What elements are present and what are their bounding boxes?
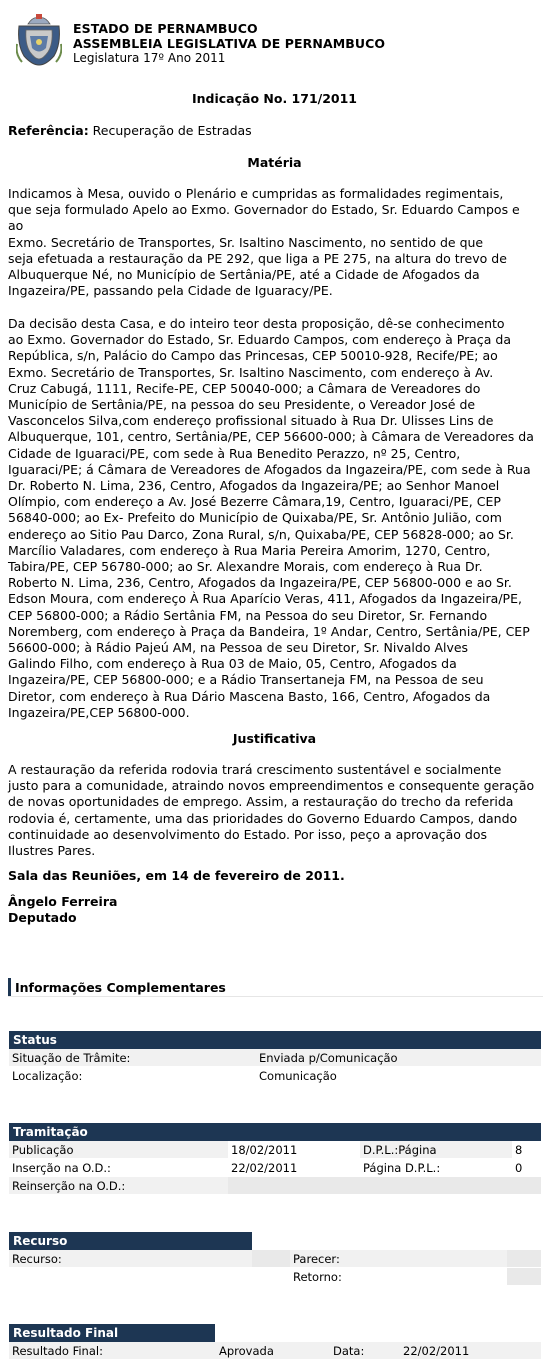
table-cell: 18/02/2011: [228, 1141, 360, 1159]
table-row: [9, 1049, 541, 1067]
reference-label: Referência:: [8, 123, 89, 138]
info-heading: Informações Complementares: [8, 978, 226, 996]
text-line: Albuquerque, 101, centro, Sertânia/PE, CEP 56600-000; à Câmara de Vereadores da: [8, 429, 534, 445]
session-date: Sala das Reuniões, em 14 de fevereiro de 2011.: [8, 868, 345, 883]
text-line: Diretor, com endereço à Rua Dário Mascena Basto, 166, Centro, Afogados da: [8, 688, 491, 704]
table-cell: Publicação: [9, 1141, 228, 1159]
resultado-title: Resultado Final: [9, 1324, 215, 1342]
assembly-name: ASSEMBLEIA LEGISLATIVA DE PERNAMBUCO: [73, 36, 386, 51]
recurso-section: [9, 1232, 252, 1250]
table-cell: Aprovada: [216, 1342, 330, 1360]
text-line: Ingazeira/PE, CEP 56800-000; e a Rádio Transertaneja FM, na Pessoa de seu: [8, 672, 484, 688]
document-header: [16, 14, 536, 68]
text-line: ao: [8, 218, 24, 234]
table-row: [9, 1342, 541, 1360]
text-line: Exmo. Secretário de Transportes, Sr. Isaltino Nascimento, com endereço à Av.: [8, 364, 494, 380]
text-line: Noremberg, com endereço à Praça da Bandeira, 1º Andar, Centro, Sertânia/PE, CEP: [8, 623, 530, 639]
justificativa-paragraph: [8, 762, 548, 859]
divider: [8, 996, 543, 997]
materia-paragraph-1: [8, 186, 548, 299]
status-section: [9, 1031, 541, 1049]
text-line: Galindo Filho, com endereço à Rua 03 de Maio, 05, Centro, Afogados da: [8, 656, 457, 672]
table-cell: Página D.P.L.:: [360, 1159, 512, 1177]
text-line: Albuquerque Né, no Município de Sertânia/PE, até a Cidade de Afogados da: [8, 267, 480, 283]
text-line: ao Exmo. Governador do Estado, Sr. Eduardo Campos, com endereço à Praça da: [8, 332, 511, 348]
text-line: Marcílio Valadares, com endereço à Rua Maria Pereira Amorim, 1270, Centro,: [8, 542, 491, 558]
table-cell: [9, 1268, 252, 1286]
text-line: CEP 56800-000; a Rádio Sertânia FM, na Pessoa do seu Diretor, Sr. Fernando: [8, 607, 488, 623]
recurso-table: [9, 1250, 541, 1286]
text-line: A restauração da referida rodovia trará crescimento sustentável e socialmente: [8, 762, 502, 777]
reference-value: Recuperação de Estradas: [88, 123, 252, 138]
table-row: [9, 1141, 541, 1159]
table-cell: [507, 1268, 541, 1286]
table-row: [9, 1159, 541, 1177]
status-table: [9, 1049, 541, 1085]
text-line: Da decisão desta Casa, e do inteiro teor desta proposição, dê-se conhecimento: [8, 316, 505, 331]
coat-of-arms-icon: [16, 14, 62, 66]
text-line: Exmo. Secretário de Transportes, Sr. Isaltino Nascimento, no sentido de que: [8, 234, 484, 250]
reference: [8, 123, 252, 138]
table-cell: Parecer:: [290, 1250, 507, 1268]
table-cell: Reinserção na O.D.:: [9, 1177, 228, 1195]
table-cell: 22/02/2011: [400, 1342, 541, 1360]
status-title: Status: [9, 1031, 541, 1049]
text-line: continuidade ao desenvolvimento do Estado. Por isso, peço a aprovação dos: [8, 826, 488, 842]
table-cell: 22/02/2011: [228, 1159, 360, 1177]
tramitacao-title: Tramitação: [9, 1123, 541, 1141]
table-cell: 0: [512, 1159, 541, 1177]
legislature: Legislatura 17º Ano 2011: [73, 51, 226, 65]
text-line: Cidade de Iguaraci/PE, com sede à Rua Benedito Perazzo, nº 25, Centro,: [8, 445, 461, 461]
table-cell: Data:: [330, 1342, 400, 1360]
table-cell: 8: [512, 1141, 541, 1159]
table-cell: Retorno:: [290, 1268, 507, 1286]
table-cell: [252, 1250, 290, 1268]
text-line: Edson Moura, com endereço À Rua Aparício Veras, 411, Afogados da Ingazeira/PE,: [8, 591, 522, 607]
text-line: endereço ao Sitio Pau Darco, Zona Rural, s/n, Quixaba/PE, CEP 56828-000; ao Sr.: [8, 526, 514, 542]
text-line: rodovia é, certamente, uma das prioridades do Governo Eduardo Campos, dando: [8, 810, 518, 826]
justificativa-heading: Justificativa: [232, 731, 317, 746]
text-line: de novas oportunidades de emprego. Assim, a restauração do trecho da referida: [8, 794, 514, 810]
resultado-table: [9, 1342, 541, 1360]
recurso-title: Recurso: [9, 1232, 252, 1250]
text-line: República, s/n, Palácio do Campo das Princesas, CEP 50010-928, Recife/PE; ao: [8, 348, 498, 364]
signer-role: Deputado: [8, 910, 77, 925]
table-row: [9, 1250, 541, 1268]
status-label: Situação de Trâmite:: [9, 1049, 256, 1067]
text-line: Indicamos à Mesa, ouvido o Plenário e cumpridas as formalidades regimentais,: [8, 186, 504, 201]
text-line: Olímpio, com endereço a Av. José Bezerre Câmara,19, Centro, Iguaraci/PE, CEP: [8, 494, 501, 510]
signer-name: Ângelo Ferreira: [8, 894, 118, 909]
table-row: [9, 1177, 541, 1195]
text-line: Ilustres Pares.: [8, 843, 96, 859]
table-row: [9, 1268, 541, 1286]
text-line: Cruz Cabugá, 1111, Recife-PE, CEP 50040-000; a Câmara de Vereadores do: [8, 380, 481, 396]
table-cell: Inserção na O.D.:: [9, 1159, 228, 1177]
table-cell: Resultado Final:: [9, 1342, 216, 1360]
text-line: Dr. Roberto N. Lima, 236, Centro, Afogados da Ingazeira/PE; ao Senhor Manoel: [8, 478, 500, 494]
table-cell: Recurso:: [9, 1250, 252, 1268]
text-line: Tabira/PE, CEP 56780-000; ao Sr. Alexandre Morais, com endereço à Rua Dr.: [8, 559, 483, 575]
text-line: Roberto N. Lima, 236, Centro, Afogados da Ingazeira/PE, CEP 56800-000 e ao Sr.: [8, 575, 512, 591]
table-cell: [228, 1177, 541, 1195]
table-cell: [507, 1250, 541, 1268]
text-line: seja efetuada a restauração da PE 292, que liga a PE 275, na altura do trevo de: [8, 250, 507, 266]
text-line: Ingazeira/PE, passando pela Cidade de Iguaracy/PE.: [8, 283, 333, 299]
status-value: Enviada p/Comunicação: [256, 1049, 541, 1067]
materia-heading: Matéria: [247, 155, 302, 170]
table-cell: D.P.L.:Página: [360, 1141, 512, 1159]
tramitacao-section: [9, 1123, 541, 1141]
text-line: 56600-000; à Rádio Pajeú AM, na Pessoa de seu Diretor, Sr. Nivaldo Alves: [8, 640, 469, 656]
document-title: Indicação No. 171/2011: [191, 91, 357, 106]
tramitacao-table: [9, 1141, 541, 1195]
text-line: Município de Sertânia/PE, na pessoa do seu Presidente, o Vereador José de: [8, 397, 476, 413]
materia-paragraph-2: [8, 316, 548, 721]
text-line: Iguaraci/PE; á Câmara de Vereadores de Afogados da Ingazeira/PE, com sede à Rua: [8, 461, 531, 477]
table-row: [9, 1067, 541, 1085]
table-cell: [252, 1268, 290, 1286]
text-line: 56840-000; ao Ex- Prefeito do Município de Quixaba/PE, Sr. Antônio Julião, com: [8, 510, 502, 526]
text-line: Ingazeira/PE,CEP 56800-000.: [8, 704, 190, 720]
text-line: que seja formulado Apelo ao Exmo. Governador do Estado, Sr. Eduardo Campos e: [8, 202, 520, 218]
status-label: Localização:: [9, 1067, 256, 1085]
resultado-section: [9, 1324, 215, 1342]
text-line: Vasconcelos Silva,com endereço profissional situado à Rua Dr. Ulisses Lins de: [8, 413, 494, 429]
status-value: Comunicação: [256, 1067, 541, 1085]
state-name: ESTADO DE PERNAMBUCO: [73, 21, 258, 36]
text-line: justo para a comunidade, atraindo novos empreendimentos e consequente geração: [8, 778, 535, 794]
